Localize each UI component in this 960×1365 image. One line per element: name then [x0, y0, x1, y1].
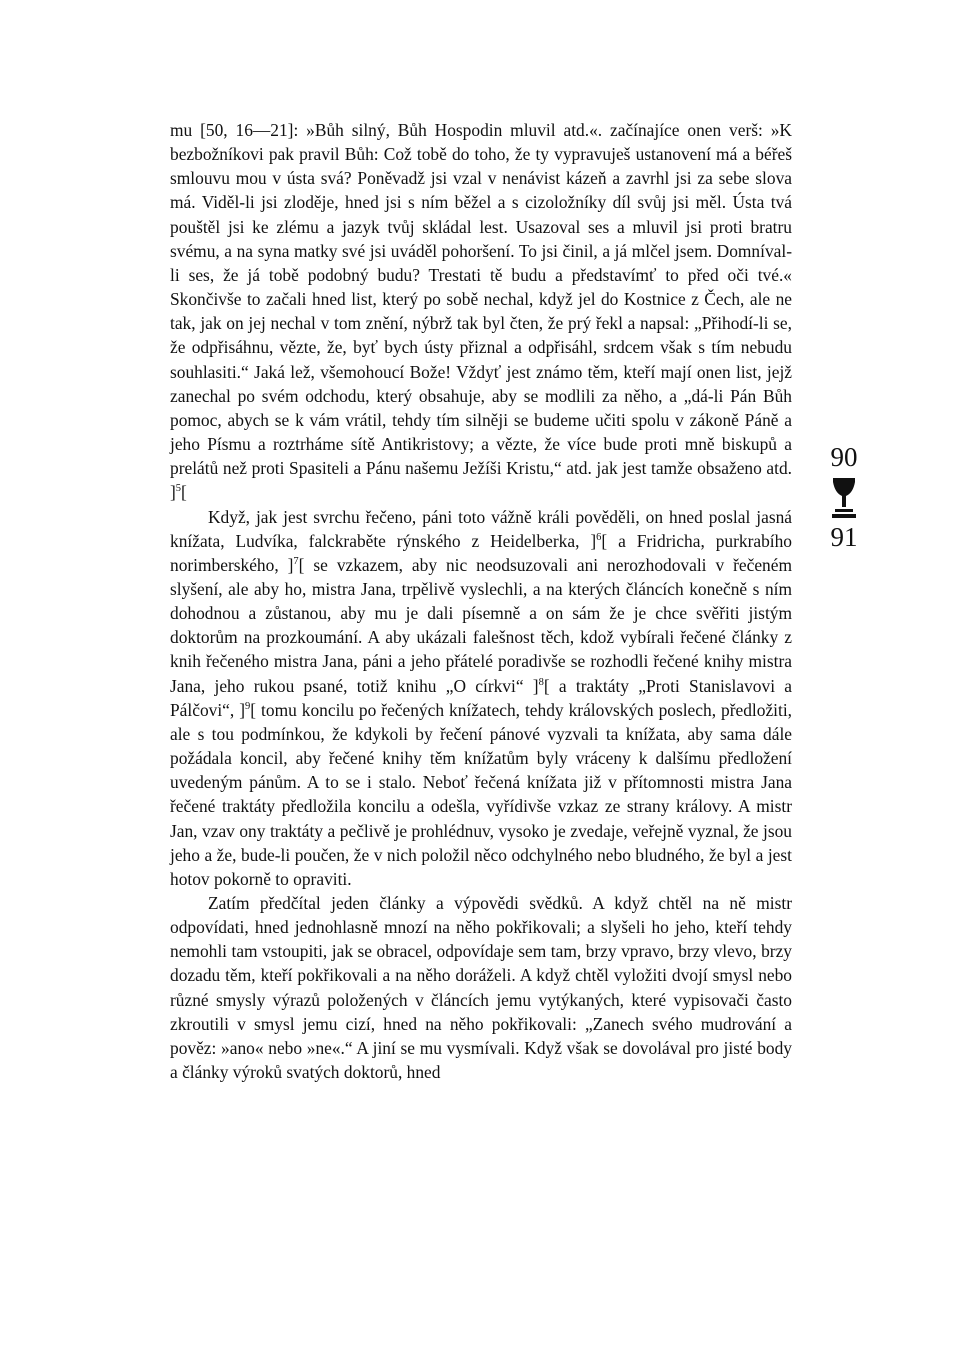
text-segment: mu [50, 16—21]: »Bůh silný, Bůh Hospodin mluvil atd.«. začínajíce onen verš: »K bezbožníkovi pak pravil Bůh: Což tobě do toho, že ty vypravuješ ustanovení má a béřeš smlouvu mou v ústa svá? Poněvadž jsi vzal v nenávist kázeň a zavrhl jsi za sebe slova má. Viděl-li jsi zloděje, hned jsi s ním běžel a s cizoložníky díl svůj jsi měl. Ústa tvá pouštěl jsi ke zlému a jazyk tvůj skládal lest. Usazoval ses a mluvil jsi proti bratru svému, a na syna matky své jsi uváděl pohoršení. To jsi činil, a já mlčel jsem. Domníval-li ses, že já tobě podobný budu? Trestati tě budu a představímť to před oči tvé.« Skončivše to začali hned list, který po sobě nechal, když jel do Kostnice z Čech, ale ne tak, jak on jej nechal v tom znění, nýbrž tak byl čten, že prý řekl a napsal: „Přihodí-li se, že odpřisáhnu, vězte, že, byť bych ústy přiznal a odpřisáhl, srdcem však s tím nebudu souhlasiti.“ Jaká lež, všemohoucí Bože! Vždyť jest známo těm, kteří mají onen list, jejž zanechal po svém odchodu, který obsahuje, aby se modlili za něho, a „dá-li Pán Bůh pomoc, abych se k vám vrátil, tehdy tím silněji se budeme učiti spolu v zákoně Páně a jeho Písmu a roztrháme sítě Antikristovy; a vězte, že více bude proti mně biskupů a prelátů než proti Spasiteli a Pánu našemu Ježíši Kristu,“ atd. jak jest tamže obsaženo atd. ]: [170, 120, 792, 503]
page-number-top: 90: [830, 442, 858, 472]
page-number-bottom: 91: [830, 522, 858, 552]
text-segment: Zatím předčítal jeden články a výpovědi svědků. A když chtěl na ně mistr odpovídati, hned jednohlasně mnozí na něho pokřikovali; a slyšeli ho jeho, kteří tehdy nemohli tam vstoupiti, jak se obracel, odpovídaje sem tam, brzy vpravo, brzy vlevo, brzy dozadu těm, kteří pokřikovali a na něho doráželi. A když chtěl vyložiti dvojí smysl nebo různé smysly výrazů položených v článcích jemu vytýkaných, které vypisovači často zkroutili v smysl jemu cizí, hned na něho pokřikovali: „Zanech svého mudrování a pověz: »ano« nebo »ne«.“ A jiní se mu vysmívali. Když však se dovolával pro jisté body a články výroků svatých doktorů, hned: [170, 893, 792, 1083]
margin-page-marker: [812, 442, 876, 552]
text-segment: [: [181, 482, 187, 503]
chalice-icon: [831, 476, 857, 520]
footnote-marker: 8: [538, 676, 544, 688]
main-text: [170, 118, 792, 1084]
paragraph-p2: [170, 505, 792, 892]
paragraph-p3: [170, 891, 792, 1084]
footnote-marker: 9: [245, 700, 251, 712]
footnote-marker: 6: [596, 531, 602, 543]
text-segment: [ a traktáty „Proti Stanislavovi a Pálčovi“, ]: [170, 675, 792, 720]
text-segment: [ tomu koncilu po řečených knížatech, tehdy královských poslech, předložiti, ale s tou podmínkou, že kdykoli by řečení pánové vyzvali ta knížata, aby sama dále požádala koncil, aby řečené knihy těm knížatům byly vráceny k dalšímu předložení uvedeným pánům. A to se i stalo. Neboť řečená knížata již v přítomnosti mistra Jana řečené traktáty předložila koncilu a odešla, vyřídivše vzkaz ze strany královy. A mistr Jan, vzav ony traktáty a pečlivě je prohlédnuv, vysoko je zvedaje, veřejně vyznal, že jsou jeho a že, bude-li poučen, že v nich položil něco odchylného nebo bludného, že byl a jest hotov pokorně to opraviti.: [170, 699, 793, 889]
footnote-marker: 7: [293, 556, 299, 568]
footnote-marker: 5: [175, 483, 182, 495]
text-segment: Když, jak jest svrchu řečeno, páni toto vážně králi pověděli, on hned poslal jasná knížata, Ludvíka, falckraběte rýnského z Heidelberka, ]: [170, 506, 792, 551]
paragraph-p1: [170, 118, 792, 505]
text-segment: [ se vzkazem, aby nic neodsuzovali ani nerozhodovali v řečeném slyšení, ale aby ho, mistra Jana, trpělivě vyslechli, a na kterých článcích konečně s ním dohodnou a zůstanou, aby mu je dali písemně a on sám že je chce svěřiti jistým doktorům na prozkoumání. A aby ukázali falešnost těch, kdož vybírali řečené články z knih řečeného mistra Jana, páni a jeho přátelé poradivše se rozhodli řečené knihy mistra Jana, jeho rukou psané, totiž knihu „O církvi“ ]: [170, 554, 792, 696]
text-segment: [ a Fridricha, purkrabího norimberského, ]: [170, 530, 793, 575]
